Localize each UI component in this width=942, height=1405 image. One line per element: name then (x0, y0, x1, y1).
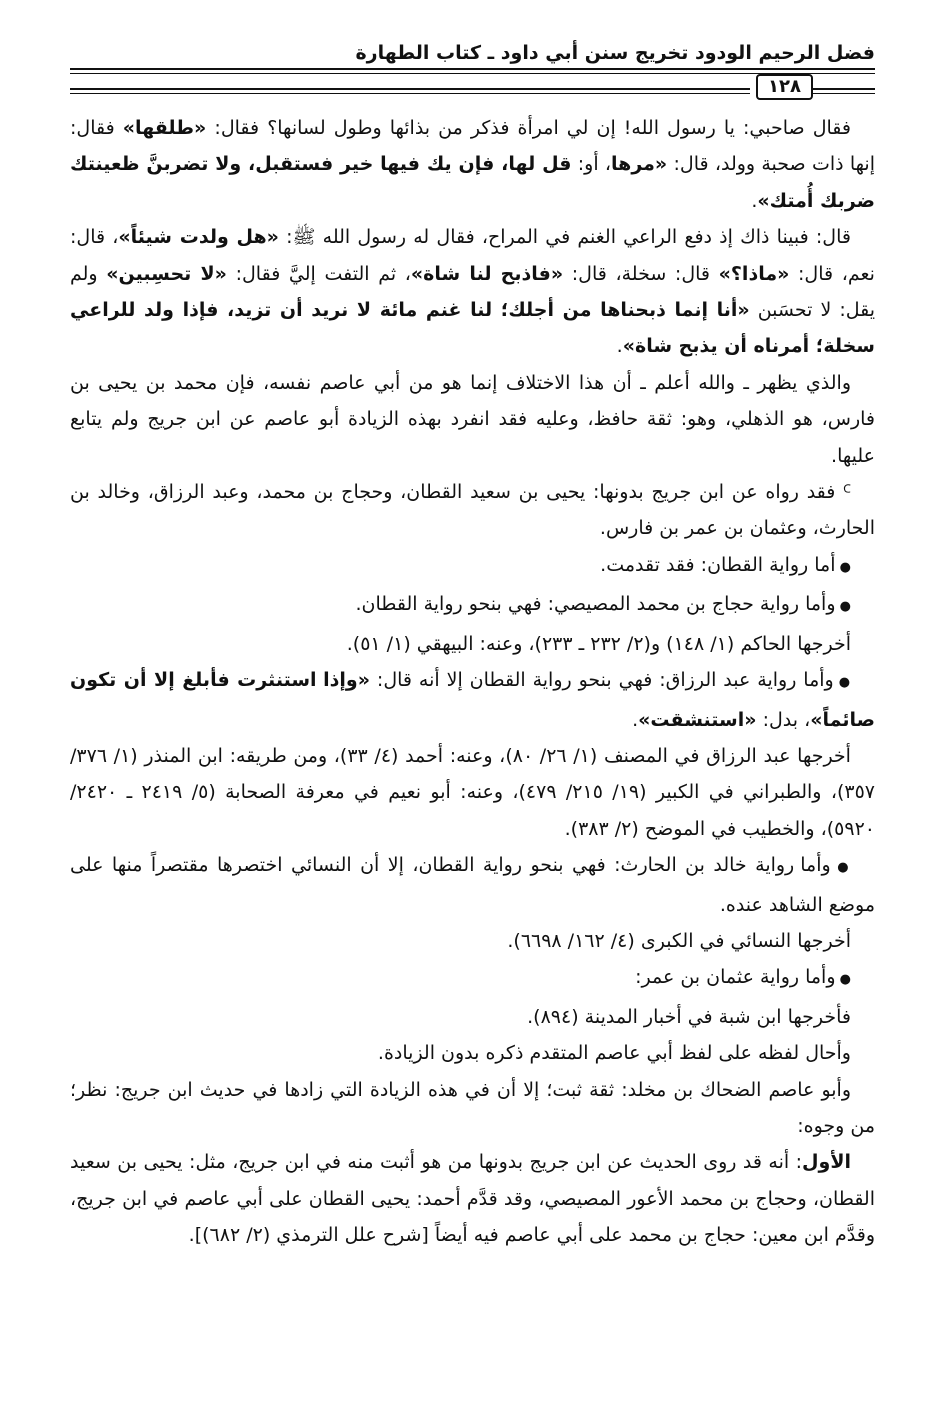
ornament-line (70, 93, 805, 94)
header-rule (70, 68, 875, 70)
ornament-line (70, 88, 805, 90)
bold-quote: «مرها (611, 153, 668, 176)
page-header (70, 40, 875, 96)
bold-quote: الأول (802, 1151, 851, 1174)
paragraph: ● وأما رواية عثمان بن عمر: (70, 959, 875, 998)
paragraph: وأبو عاصم الضحاك بن مخلد: ثقة ثبت؛ إلا أن في هذه الزيادة التي زادها في حديث ابن جريج: نظر؛ من وجوه: (70, 1078, 875, 1137)
header-rule-thin (70, 73, 875, 74)
bold-quote: «ماذا؟» (718, 262, 790, 285)
paragraph: والذي يظهر ـ والله أعلم ـ أن هذا الاختلاف إنما هو من أبي عاصم نفسه، فإن محمد بن يحيى بن فارس، هو الذهلي، وهو: ثقة حافظ، وعليه فقد انفرد بهذه الزيادة أبو عاصم عن ابن جريج ولم يتابع عليها. (70, 371, 875, 467)
running-title: فضل الرحيم الودود تخريج سنن أبي داود ـ كتاب الطهارة (355, 42, 875, 64)
paragraph: أخرجها الحاكم (١/ ١٤٨) و(٢/ ٢٣٢ ـ ٢٣٣)، وعنه: البيهقي (١/ ٥١). (346, 632, 851, 655)
bold-quote: «فاذبح لنا شاة» (410, 262, 564, 285)
body-text (70, 110, 875, 1254)
bold-quote: «وإذا استنثرت فأبلغ إلا أن تكون صائماً» (70, 669, 875, 731)
paragraph: قال: فبينا ذاك إذ دفع الراعي الغنم في المراح، فقال له رسول الله ﷺ: «هل ولدت شيئاً»، قال: نعم، قال: «ماذا؟» قال: سخلة، قال: «فاذبح لنا شاة»، ثم التفت إليَّ فقال: «لا تحسِبين» ولم يقل: لا تحسَبن «أنا إنما ذبحناها من أجلك؛ لنا غنم مائة لا نريد أن تزيد، فإذا ولد للراعي سخلة؛ أمرناه أن يذبح شاة». (70, 226, 876, 358)
document-page (70, 40, 875, 1380)
paragraph: أخرجها النسائي في الكبرى (٤/ ١٦٢/ ٦٦٩٨). (507, 929, 851, 952)
paragraph: ● وأما رواية حجاج بن محمد المصيصي: فهي بنحو رواية القطان. (70, 586, 875, 625)
bold-quote: «طلقها» (122, 117, 207, 139)
page-number-frame (750, 76, 813, 98)
bold-quote: «لا تحسِبين» (106, 262, 227, 285)
ornament-line (813, 93, 875, 94)
paragraph: ● أما رواية القطان: فقد تقدمت. (70, 547, 875, 586)
paragraph: وأحال لفظه على لفظ أبي عاصم المتقدم ذكره بدون الزيادة. (377, 1042, 851, 1065)
bold-quote: «هل ولدت شيئاً» (118, 226, 279, 249)
ornament-line (813, 88, 875, 90)
bold-quote: «استنشقت» (638, 708, 757, 731)
paragraph: ● وأما رواية عبد الرزاق: فهي بنحو رواية القطان إلا أنه قال: «وإذا استنثرت فأبلغ إلا أن تكون صائماً»، بدل: «استنشقت». (70, 662, 875, 738)
paragraph: أخرجها عبد الرزاق في المصنف (١/ ٢٦/ ٨٠)، وعنه: أحمد (٤/ ٣٣)، ومن طريقه: ابن المنذر (١/ ٣٧٦/ ٣٥٧)، والطبراني في الكبير (١٩/ ٢١٥/ ٤٧٩)، وعنه: أبو نعيم في معرفة الصحابة (٥/ ٢٤١٩ ـ ٢٤٢٠/ ٥٩٢٠)، والخطيب في الموضح (٢/ ٣٨٣). (70, 744, 875, 840)
page-number: ١٢٨ (756, 74, 813, 100)
paragraph: فقال صاحبي: يا رسول الله! إن لي امرأة فذكر من بذائها وطول لسانها؟ فقال: «طلقها» فقال: إنها ذات صحبة وولد، قال: «مرها، أو: قل لها، فإن يك فيها خير فستقبل، ولا تضربنَّ ظعينتك ضربك أُمتك». (70, 117, 875, 212)
bold-quote: قل لها، فإن يك فيها خير فستقبل، ولا تضربنَّ ظعينتك ضربك أُمتك» (70, 153, 875, 212)
bold-quote: «أنا إنما ذبحناها من أجلك؛ لنا غنم مائة لا نريد أن تزيد، فإذا ولد للراعي سخلة؛ أمرناه أن يذبح شاة» (70, 299, 875, 358)
paragraph: ● وأما رواية خالد بن الحارث: فهي بنحو رواية القطان، إلا أن النسائي اختصرها مقتصراً منها على موضع الشاهد عنده. (70, 847, 875, 923)
paragraph: الأول: أنه قد روى الحديث عن ابن جريج بدونها من هو أثبت منه في ابن جريج، مثل: يحيى بن سعيد القطان، وحجاج بن محمد الأعور المصيصي، وقد قدَّم أحمد: يحيى القطان على أبي عاصم في ابن جريج، وقدَّم ابن معين: حجاج بن محمد على أبي عاصم فيه أيضاً [شرح علل الترمذي (٢/ ٦٨٢)]. (70, 1151, 875, 1247)
paragraph: فأخرجها ابن شبة في أخبار المدينة (٨٩٤). (527, 1005, 851, 1028)
paragraph: ꟲ فقد رواه عن ابن جريج بدونها: يحيى بن سعيد القطان، وحجاج بن محمد، وعبد الرزاق، وخالد بن الحارث، وعثمان بن عمر بن فارس. (70, 481, 875, 540)
